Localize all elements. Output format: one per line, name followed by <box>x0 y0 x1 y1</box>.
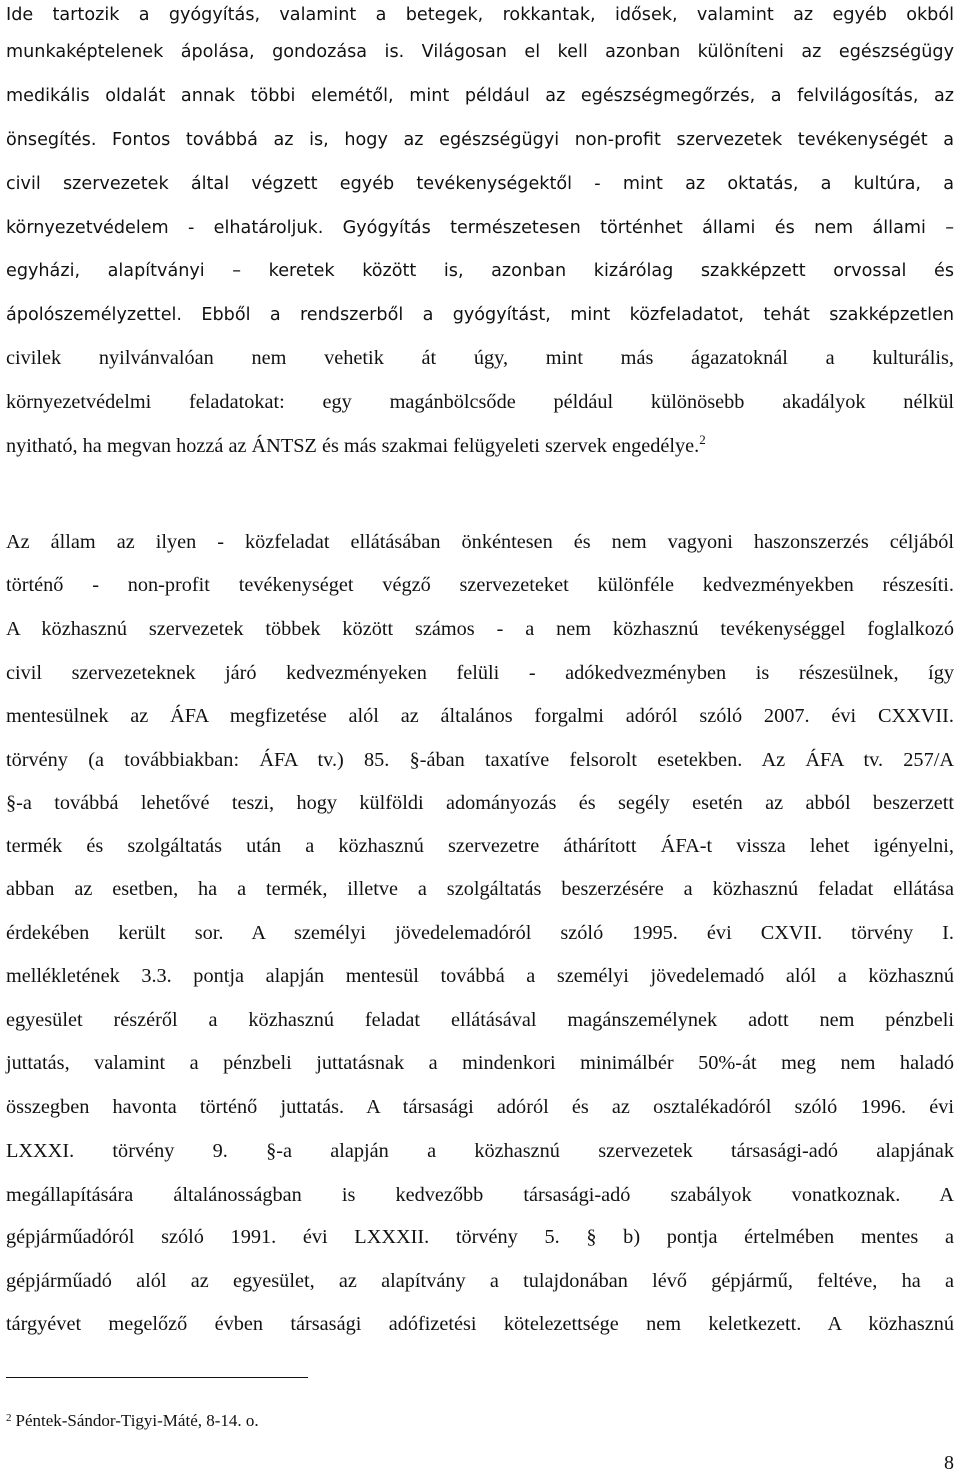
paragraph-2-line: juttatás, valamint a pénzbeli juttatásnak a mindenkori minimálbér 50%-át meg nem haladó <box>6 1052 954 1074</box>
paragraph-2-line: tárgyévet megelőző évben társasági adófizetési kötelezettsége nem keletkezett. A közhasznú <box>6 1313 954 1335</box>
paragraph-2-line: megállapítására általánosságban is kedvezőbb társasági-adó szabályok vonatkoznak. A <box>6 1184 954 1206</box>
paragraph-1-line: önsegítés. Fontos továbbá az is, hogy az egészségügyi non-profit szervezetek tevékenységét a <box>6 130 954 150</box>
footnote-separator <box>6 1377 308 1378</box>
paragraph-2-line: Az állam az ilyen - közfeladat ellátásában önkéntesen és nem vagyoni haszonszerzés céljából <box>6 531 954 553</box>
paragraph-1-last-line <box>6 431 954 461</box>
footnote-mark: 2 <box>6 1412 12 1424</box>
paragraph-2-line: A közhasznú szervezetek többek között számos - a nem közhasznú tevékenységgel foglalkozó <box>6 618 954 640</box>
paragraph-2-line: gépjárműadóról szóló 1991. évi LXXXII. törvény 5. § b) pontja értelmében mentes a <box>6 1226 954 1248</box>
footnote <box>6 1408 259 1434</box>
paragraph-2-line: érdekében került sor. A személyi jövedelemadóról szóló 1995. évi CXVII. törvény I. <box>6 922 954 944</box>
paragraph-1-line: medikális oldalát annak többi elemétől, mint például az egészségmegőrzés, a felvilágosítás, az <box>6 86 954 106</box>
paragraph-1-line: Ide tartozik a gyógyítás, valamint a betegek, rokkantak, idősek, valamint az egyéb okból <box>6 5 954 25</box>
paragraph-2-line: összegben havonta történő juttatás. A társasági adóról és az osztalékadóról szóló 1996. évi <box>6 1096 954 1118</box>
footnote-text: Péntek-Sándor-Tigyi-Máté, 8-14. o. <box>15 1411 259 1430</box>
paragraph-2-line: mellékletének 3.3. pontja alapján mentesül továbbá a személyi jövedelemadó alól a közhasznú <box>6 965 954 987</box>
paragraph-2-line: termék és szolgáltatás után a közhasznú szervezetre áthárított ÁFA-t vissza lehet igényelni, <box>6 835 954 857</box>
paragraph-2-line: abban az esetben, ha a termék, illetve a szolgáltatás beszerzésére a közhasznú feladat ellátása <box>6 878 954 900</box>
paragraph-2-line: történő - non-profit tevékenységet végző szervezeteket különféle kedvezményekben részesíti. <box>6 574 954 596</box>
paragraph-1-line: civilek nyilvánvalóan nem vehetik át úgy, mint más ágazatoknál a kulturális, <box>6 347 954 369</box>
paragraph-1-line: ápolószemélyzettel. Ebből a rendszerből a gyógyítást, mint közfeladatot, tehát szakképzetlen <box>6 305 954 325</box>
paragraph-2-line: mentesülnek az ÁFA megfizetése alól az általános forgalmi adóról szóló 2007. évi CXXVII. <box>6 705 954 727</box>
paragraph-2-line: egyesület részéről a közhasznú feladat ellátásával magánszemélynek adott nem pénzbeli <box>6 1009 954 1031</box>
footnote-reference[interactable]: 2 <box>699 432 706 447</box>
paragraph-1-line: egyházi, alapítványi – keretek között is, azonban kizárólag szakképzett orvossal és <box>6 261 954 281</box>
paragraph-1-line: munkaképtelenek ápolása, gondozása is. Világosan el kell azonban különíteni az egészségügy <box>6 42 954 62</box>
page-number: 8 <box>944 1452 954 1474</box>
paragraph-1-line: környezetvédelem - elhatároljuk. Gyógyítás természetesen történhet állami és nem állami – <box>6 218 954 238</box>
paragraph-1-line: civil szervezetek által végzett egyéb tevékenységektől - mint az oktatás, a kultúra, a <box>6 174 954 194</box>
paragraph-2-line: törvény (a továbbiakban: ÁFA tv.) 85. §-ában taxatíve felsorolt esetekben. Az ÁFA tv. 257/A <box>6 749 954 771</box>
paragraph-1-line-text: nyitható, ha megvan hozzá az ÁNTSZ és más szakmai felügyeleti szervek engedélye. <box>6 435 700 457</box>
paragraph-1-line: környezetvédelmi feladatokat: egy magánbölcsőde például különösebb akadályok nélkül <box>6 391 954 413</box>
paragraph-2-line: LXXXI. törvény 9. §-a alapján a közhasznú szervezetek társasági-adó alapjának <box>6 1140 954 1162</box>
paragraph-2-line: civil szervezeteknek járó kedvezményeken felüli - adókedvezményben is részesülnek, így <box>6 662 954 684</box>
paragraph-2-line: gépjárműadó alól az egyesület, az alapítvány a tulajdonában lévő gépjármű, feltéve, ha a <box>6 1270 954 1292</box>
paragraph-2-line: §-a továbbá lehetővé teszi, hogy külföldi adományozás és segély esetén az abból beszerzett <box>6 792 954 814</box>
